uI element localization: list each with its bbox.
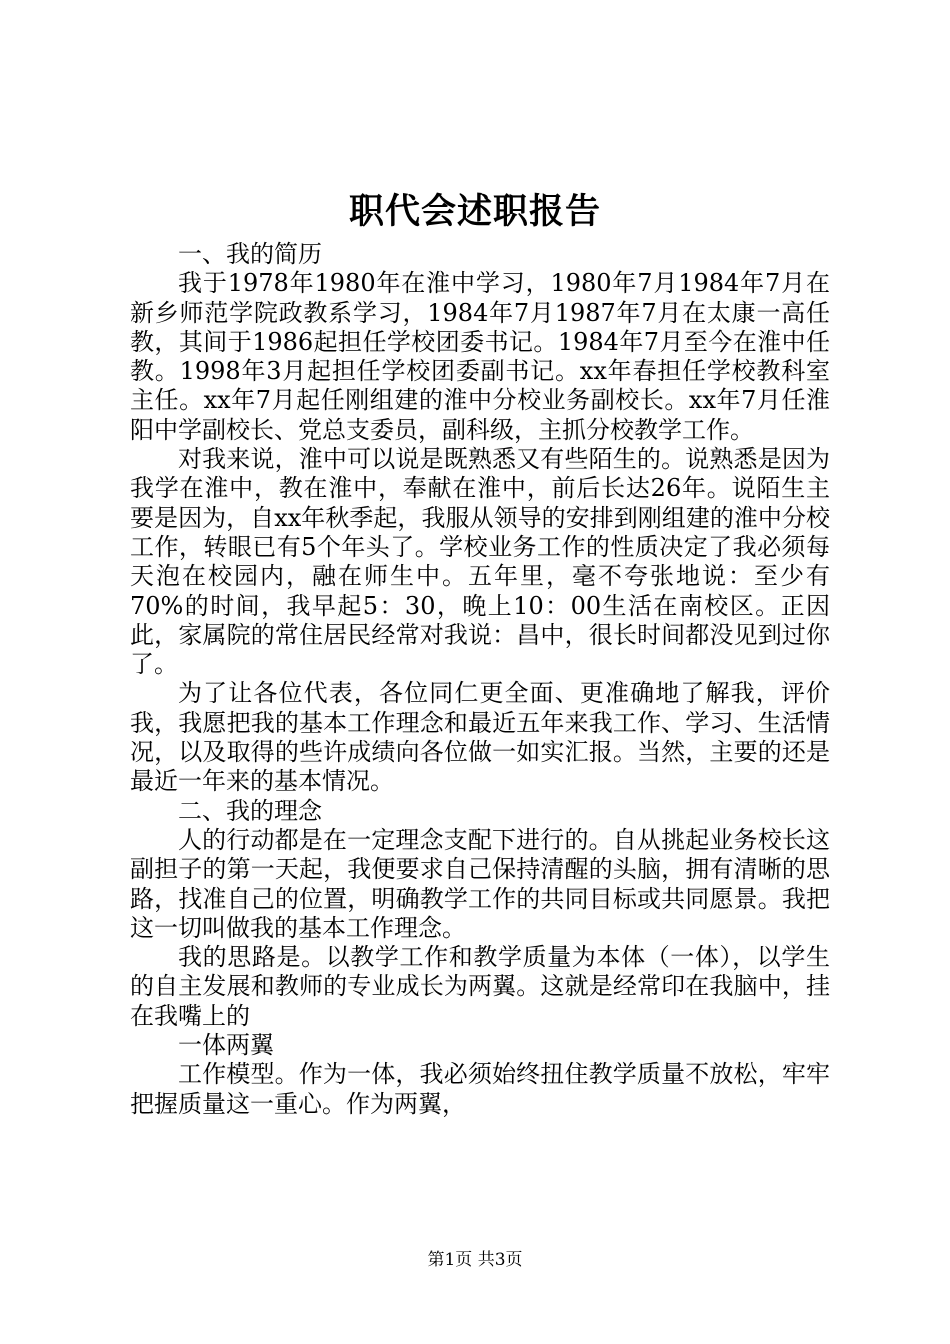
section-heading-resume: 一、我的简历 [178,240,322,268]
paragraph-report-intent: 为了让各位代表，各位同仁更全面、更准确地了解我，评价我，我愿把我的基本工作理念和最近五年来我工作、学习、生活情况，以及取得的些许成绩向各位做一如实汇报。当然，主要的还是最近一年来的基本情况。 [130,679,830,796]
document-title: 职代会述职报告 [348,191,601,232]
paragraph-philosophy: 人的行动都是在一定理念支配下进行的。自从挑起业务校长这副担子的第一天起，我便要求自己保持清醒的头脑，拥有清晰的思路，找准自己的位置，明确教学工作的共同目标或共同愿景。我把这一切叫做我的基本工作理念。 [130,825,830,942]
page-footer: 第1页 共3页 [427,1250,523,1270]
paragraph-one-body-two-wings: 一体两翼 [178,1031,274,1060]
paragraph-approach: 我的思路是。以教学工作和教学质量为本体（一体），以学生的自主发展和教师的专业成长为两翼。这就是经常印在我脑中，挂在我嘴上的 [130,943,830,1030]
paragraph-familiarity: 对我来说，淮中可以说是既熟悉又有些陌生的。说熟悉是因为我学在淮中，教在淮中，奉献在淮中，前后长达26年。说陌生主要是因为，自xx年秋季起，我服从领导的安排到刚组建的淮中分校工作，转眼已有5个年头了。学校业务工作的性质决定了我必须每天泡在校园内，融在师生中。五年里，毫不夸张地说：至少有70%的时间，我早起5：30，晚上10：00生活在南校区。正因此，家属院的常住居民经常对我说：昌中，很长时间都没见到过你了。 [130,445,830,679]
section-heading-philosophy: 二、我的理念 [178,796,322,825]
document-body [130,240,830,1119]
paragraph-resume-details: 我于1978年1980年在淮中学习，1980年7月1984年7月在新乡师范学院政教系学习，1984年7月1987年7月在太康一高任教，其间于1986起担任学校团委书记。1984年7月至今在淮中任教。1998年3月起担任学校团委副书记。xx年春担任学校教科室主任。xx年7月起任刚组建的淮中分校业务副校长。xx年7月任淮阳中学副校长、党总支委员，副科级，主抓分校教学工作。 [130,269,830,444]
paragraph-work-model: 工作模型。作为一体，我必须始终扭住教学质量不放松，牢牢把握质量这一重心。作为两翼， [130,1060,830,1118]
